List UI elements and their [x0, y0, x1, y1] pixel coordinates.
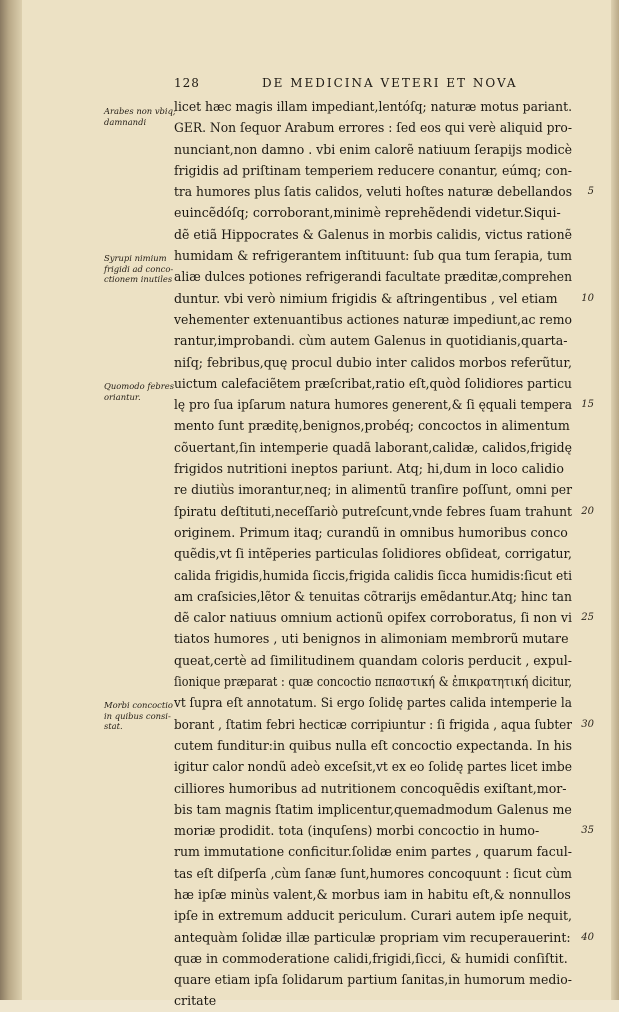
text-line — [174, 863, 574, 884]
text-line-content: am craſsicies,lẽtor & tenuitas cõtrarijs emẽdantur.Atq; hinc tan — [174, 588, 572, 604]
text-line-content: aliæ dulces potiones refrigerandi facultate præditæ,comprehen — [174, 269, 572, 285]
text-line — [174, 458, 574, 479]
marginal-note-line: oriantur. — [104, 391, 141, 402]
line-number: 10 — [581, 292, 594, 304]
text-line — [174, 628, 574, 649]
text-line — [174, 927, 594, 948]
book-spine-shadow — [0, 0, 22, 1000]
text-line-content: critate — [174, 993, 217, 1009]
text-line — [174, 117, 574, 138]
text-line — [174, 671, 574, 692]
text-line — [174, 352, 574, 373]
text-line — [174, 820, 594, 841]
text-line-content: tas eſt diſperſa ,cùm ſanæ ſunt,humores concoquunt : ſicut cùm — [174, 865, 572, 881]
text-line-content: tiatos humores , uti benignos in alimoniam membrorũ mutare — [174, 631, 569, 647]
text-line-content: queat,certè ad ſimilitudinem quandam coloris perducit , expul- — [174, 652, 572, 668]
text-line-content: mento ſunt præditę,benignos,probéq; concoctos in alimentum — [174, 418, 570, 434]
text-line-content: frigidos nutritioni ineptos pariunt. Atq; hi,dum in loco calidio — [174, 461, 564, 477]
text-line-content: GER. Non ſequor Arabum errores : ſed eos qui verè aliquid pro- — [174, 120, 572, 136]
text-line-content: licet hæc magis illam impediant,lentóſq; naturæ motus pariant. — [174, 99, 572, 114]
text-line — [174, 841, 574, 862]
text-line — [174, 245, 574, 266]
text-line — [174, 799, 574, 820]
text-line-content: hæ ipſæ minùs valent,& morbus iam in habitu eſt,& nonnullos — [174, 886, 571, 902]
text-line-content: vehementer extenuantibus actiones naturæ impediunt,ac remo — [174, 311, 572, 327]
text-line — [174, 607, 594, 628]
text-line-content: borant , ſtatim febri hecticæ corripiuntur : ſi frigida , aqua ſubter — [174, 716, 572, 732]
text-line-content: vt ſupra eſt annotatum. Si ergo ſolidę partes calida intemperie la — [174, 695, 572, 711]
text-line-content: cilliores humoribus ad nutritionem concoquẽdis exiſtant,mor- — [174, 780, 567, 796]
main-text-block — [174, 96, 594, 1012]
marginal-note-line: in quibus consi- — [104, 710, 171, 721]
text-line — [174, 288, 594, 309]
text-line-content: ſionique præparat : quæ concoctio πεπαστική & ἐπικρατητική dicitur, — [174, 674, 572, 690]
text-line — [174, 756, 574, 777]
text-line — [174, 266, 574, 287]
text-line — [174, 586, 574, 607]
text-line — [174, 160, 574, 181]
text-line-content: rantur,improbandi. cùm autem Galenus in quotidianis,quarta- — [174, 333, 568, 349]
marginal-note-line: frigidi ad conco- — [104, 263, 174, 274]
text-line-content: quare etiam ipſa ſolidarum partium ſanitas,in humorum medio- — [174, 972, 572, 988]
text-line-content: quæ in commoderatione calidi,frigidi,ſicci, & humidi conſiſtit. — [174, 950, 568, 966]
text-line-content: nunciant,non damno . vbi enim calorẽ natiuum ſerapijs modicè — [174, 141, 572, 157]
text-line — [174, 415, 574, 436]
text-line-content: calida frigidis,humida ſiccis,frigida calidis ſicca humidis:ſicut eti — [174, 567, 572, 583]
text-line — [174, 714, 594, 735]
text-line-content: ipſe in extremum adducit periculum. Curari autem ipſe nequit, — [174, 908, 572, 924]
text-line — [174, 479, 574, 500]
text-line-content: duntur. vbi verò nimium frigidis & aſtringentibus , vel etiam — [174, 290, 558, 306]
page-header — [174, 76, 574, 94]
marginal-note-line: Syrupi nimium — [104, 253, 167, 263]
marginal-note-line: damnandi — [104, 116, 147, 127]
text-line — [174, 139, 574, 160]
text-line-content: antequàm ſolidæ illæ particulæ propriam vim recuperauerint: — [174, 929, 571, 945]
line-number: 20 — [581, 505, 594, 517]
text-line — [174, 522, 574, 543]
text-line-content: euincẽdóſq; corroborant,minimè reprehẽdendi videtur.Siqui- — [174, 205, 561, 221]
text-line — [174, 330, 574, 351]
text-line-content: re diutiùs imorantur,neq; in alimentũ tranſire poſſunt, omni per — [174, 482, 572, 498]
line-number: 35 — [581, 825, 594, 837]
text-line — [174, 735, 574, 756]
line-number: 25 — [581, 612, 594, 624]
marginal-note-line: Quomodo febres — [104, 381, 175, 391]
text-line-content: frigidis ad priſtinam temperiem reducere conantur, eúmq; con- — [174, 162, 572, 178]
text-line — [174, 948, 574, 969]
text-line-content: igitur calor nondũ adeò exceſsit,vt ex eo ſolidę partes licet imbe — [174, 759, 572, 775]
text-line — [174, 905, 574, 926]
marginal-note-line: Arabes non vbiq; — [104, 106, 176, 116]
text-line — [174, 202, 574, 223]
line-number: 30 — [581, 718, 594, 730]
text-line — [174, 650, 574, 671]
text-line-content: quẽdis,vt ſi intẽperies particulas ſolidiores obſideat, corrigatur, — [174, 546, 572, 562]
text-line — [174, 394, 594, 415]
text-line — [174, 969, 574, 990]
text-line — [174, 437, 574, 458]
text-line — [174, 692, 574, 713]
text-line — [174, 565, 574, 586]
text-line-content: lę pro ſua ipſarum natura humores generent,& ſi ęquali tempera — [174, 397, 572, 413]
marginal-note — [104, 381, 174, 402]
text-line — [174, 373, 574, 394]
running-head: DE MEDICINA VETERI ET NOVA — [262, 76, 518, 90]
text-line — [174, 96, 574, 117]
marginal-note — [104, 700, 174, 732]
marginal-note-line: Morbi concoctio — [104, 700, 173, 710]
text-line — [174, 884, 574, 905]
text-line — [174, 501, 594, 522]
text-line-content: moriæ prodidit. tota (inquſens) morbi concoctio in humo- — [174, 823, 540, 839]
text-line-content: dẽ etiã Hippocrates & Galenus in morbis calidis, victus rationẽ — [174, 226, 572, 242]
text-line-content: rum immutatione conficitur.ſolidæ enim partes , quarum facul- — [174, 844, 572, 860]
line-number: 5 — [587, 186, 594, 198]
text-line-content: cõuertant,ſin intemperie quadã laborant,calidæ, calidos,frigidę — [174, 439, 572, 455]
text-line-content: niſq; febribus,quę procul dubio inter calidos morbos referũtur, — [174, 354, 572, 370]
marginal-note — [104, 106, 174, 127]
marginal-note-line: stat. — [104, 721, 123, 731]
line-number: 40 — [581, 931, 594, 943]
marginal-note-line: ctionem inutiles — [104, 274, 173, 284]
page-fore-edge — [611, 0, 619, 1000]
text-line-content: humidam & refrigerantem inſtituunt: ſub qua tum ſerapia, tum — [174, 248, 572, 264]
text-line — [174, 990, 574, 1011]
text-line — [174, 543, 574, 564]
text-line — [174, 778, 574, 799]
line-number: 15 — [581, 399, 594, 411]
page-number: 128 — [174, 76, 200, 90]
marginal-note — [104, 253, 174, 285]
text-line-content: tra humores plus ſatis calidos, veluti hoſtes naturæ debellandos — [174, 184, 572, 200]
text-line-content: dẽ calor natiuus omnium actionũ opifex corroboratus, ſi non vi — [174, 610, 572, 626]
text-line-content: uictum calefaciẽtem præſcribat,ratio eſt,quòd ſolidiores particu — [174, 375, 572, 391]
text-line-content: originem. Primum itaq; curandũ in omnibus humoribus conco — [174, 524, 568, 540]
text-line-content: ſpiratu deſtituti,neceſſariò putreſcunt,vnde febres ſuam trahunt — [174, 503, 572, 519]
text-line — [174, 309, 574, 330]
text-line-content: bis tam magnis ſtatim implicentur,quemadmodum Galenus me — [174, 801, 572, 817]
text-line — [174, 224, 574, 245]
text-line — [174, 181, 594, 202]
text-line-content: cutem funditur:in quibus nulla eſt concoctio expectanda. In his — [174, 737, 572, 753]
